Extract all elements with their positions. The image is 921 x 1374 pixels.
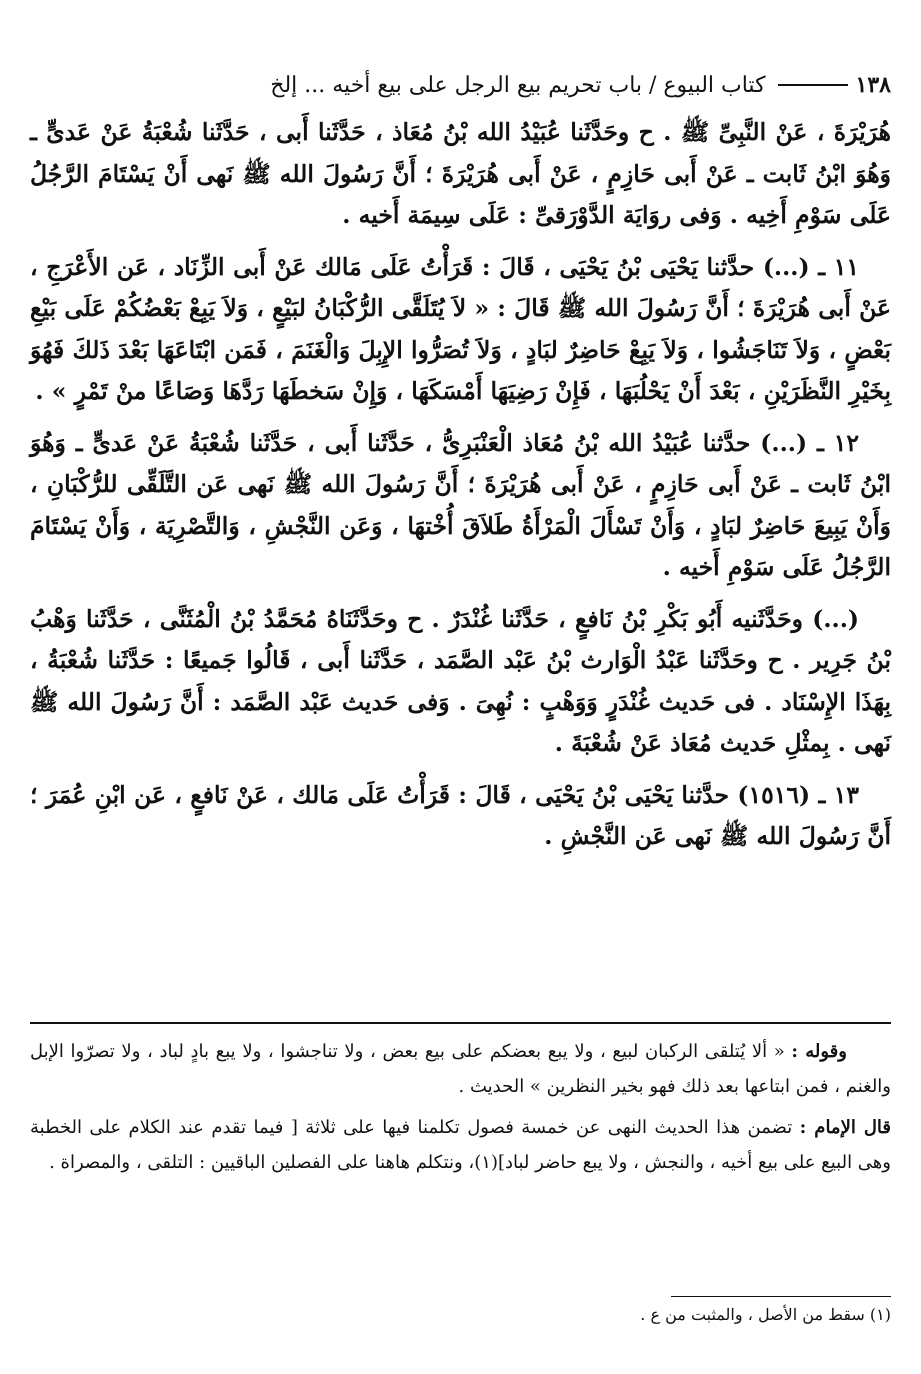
hadith-12-isnad: (...) وحَدَّثَنيه أَبُو بَكْرِ بْنُ نَافعٍ ، حَدَّثَنا غُنْدَرٌ . ح وحَدَّثَنَاهُ مُحَمَّدُ بْنُ الْمُثَنَّى ، حَدَّثَنا وَهْبُ بْنُ جَرِير . ح وحَدَّثَنا عَبْدُ الْوَارث بْنُ عَبْد الصَّمَد ، حَدَّثَنا أَبى ، قَالُوا جَميعًا : حَدَّثَنا شُعْبَةُ ، بِهَذَا الإِسْنَاد . فى حَديث غُنْدَرٍ وَوَهْبٍ : نُهِىَ . وَفى حَديث عَبْد الصَّمَد : أَنَّ رَسُولَ الله ﷺ نَهى . بِمثْلِ حَديث مُعَاذ عَنْ شُعْبَةَ . <box>30 604 891 757</box>
hadith-continuation: هُرَيْرَةَ ، عَنْ النَّبِىِّ ﷺ . ح وحَدَّثَنا عُبَيْدُ الله بْنُ مُعَاذ ، حَدَّثَنا أَبى ، حَدَّثَنا شُعْبَةُ عَنْ عَدىٍّ ـ وَهُوَ ابْنُ ثَابت ـ عَنْ أَبى حَازِمٍ ، عَنْ أَبى هُرَيْرَةَ ؛ أَنَّ رَسُولَ الله ﷺ نَهى أَنْ يَسْتَامَ الرَّجُلُ عَلَى سَوْمِ أَخِيه . وَفى روَايَة الدَّوْرَقىِّ : عَلَى سِيمَة أَخيه . <box>30 118 891 229</box>
hadith-13: ١٣ ـ (١٥١٦) حدَّثنا يَحْيَى بْنُ يَحْيَى ، قَالَ : قَرَأْتُ عَلَى مَالك ، عَنْ نَافعٍ ، عَن ابْنِ عُمَرَ ؛ أَنَّ رَسُولَ الله ﷺ نَهى عَن النَّجْشِ . <box>30 780 891 850</box>
commentary-lead-2: قال الإمام : <box>799 1117 891 1138</box>
commentary-section <box>30 1034 891 1186</box>
hadith-12: ١٢ ـ (...) حدَّثنا عُبَيْدُ الله بْنُ مُعَاذ الْعَنْبَرِىُّ ، حَدَّثَنا أَبى ، حَدَّثَنا شُعْبَةُ عَنْ عَدىٍّ ـ وَهُوَ ابْنُ ثَابت ـ عَنْ أَبى حَازِمٍ ، عَنْ أَبى هُرَيْرَةَ ؛ أَنَّ رَسُولَ الله ﷺ نَهى عَن التَّلَقِّى للرُّكْبَانِ ، وَأَنْ يَبِيعَ حَاضِرٌ لبَادٍ ، وَأَنْ تَسْأَلَ الْمَرْأَةُ طَلاَقَ أُخْتهَا ، وَعَن النَّجْشِ ، وَالتَّصْرِيَة ، وَأَنْ يَسْتَامَ الرَّجُلُ عَلَى سَوْمِ أَخيه . <box>30 428 891 581</box>
header-rule <box>778 84 848 86</box>
hadith-text <box>30 112 891 858</box>
commentary-lead-1: وقوله : <box>791 1041 847 1062</box>
running-header <box>30 70 891 100</box>
page-number: ١٣٨ <box>855 72 891 98</box>
commentary-text-2: تضمن هذا الحديث النهى عن خمسة فصول تكلمنا فيها على ثلاثة [ فيما تقدم عند الكلام على الخطبة وهى البيع على بيع أخيه ، والنجش ، ولا يبع حاضر لباد](١)، ونتكلم هاهنا على الفصلين الباقيين : التلقى ، والمصراة . <box>30 1117 891 1173</box>
footnote: (١) سقط من الأصل ، والمثبت من ع . <box>640 1305 891 1324</box>
hadith-11: ١١ ـ (...) حدَّثنا يَحْيَى بْنُ يَحْيَى ، قَالَ : قَرَأْتُ عَلَى مَالك عَنْ أَبى الزِّنَاد ، عَن الأَعْرَجِ ، عَنْ أَبى هُرَيْرَةَ ؛ أَنَّ رَسُولَ الله ﷺ قَالَ : « لاَ يُتَلَقَّى الرُّكْبَانُ لبَيْعٍ ، وَلاَ يَبِعْ بَعْضُكُمْ عَلَى بَيْعِ بَعْضٍ ، وَلاَ تَنَاجَشُوا ، وَلاَ يَبِعْ حَاضِرٌ لبَادٍ ، وَلاَ تُصَرُّوا الإِبِلَ وَالْغَنَمَ ، فَمَن ابْتَاعَهَا بَعْدَ ذَلكَ فَهُوَ بِخَيْرِ النَّظَرَيْنِ ، بَعْدَ أَنْ يَحْلُبَهَا ، فَإِنْ رَضِيَهَا أَمْسَكَهَا ، وَإِنْ سَخطَهَا رَدَّهَا وَصَاعًا منْ تَمْرٍ » . <box>30 252 891 405</box>
commentary-divider <box>30 1022 891 1024</box>
commentary-paragraph-2 <box>30 1110 891 1180</box>
commentary-text-1: « ألا يُتلقى الركبان لبيع ، ولا يبع بعضكم على بيع بعض ، ولا تناجشوا ، ولا يبع بادٍ لباد ، ولا تصرّوا الإبل والغنم ، فمن ابتاعها بعد ذلك فهو بخير النظرين » الحديث . <box>30 1041 891 1097</box>
footnote-divider <box>671 1296 891 1297</box>
running-title: كتاب البيوع / باب تحريم بيع الرجل على بيع أخيه ... إلخ <box>270 72 766 98</box>
commentary-paragraph-1 <box>30 1034 891 1104</box>
